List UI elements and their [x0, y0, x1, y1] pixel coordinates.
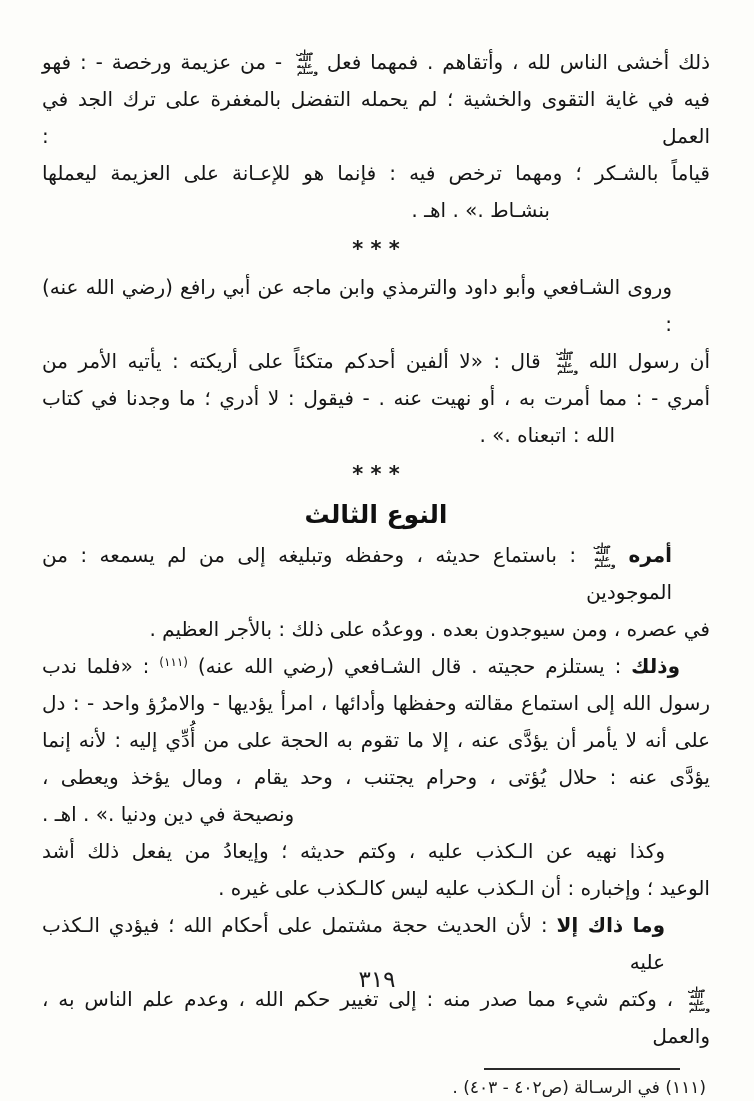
footnote-divider: [484, 1068, 680, 1070]
text-line: فيه في غاية التقوى والخشية ؛ لم يحمله التفضل بالمغفرة على ترك الجد في العمل :: [42, 87, 710, 148]
section-separator: * * *: [352, 462, 400, 486]
line-text: ، وكتم شيء مما صدر منه : إلى تغيير حكم الله ، وعدم علم الناس به ، والعمل: [42, 987, 710, 1048]
text-line: [42, 537, 710, 611]
paragraph-3: [42, 537, 710, 648]
bold-lead-phrase: وما ذاك إلا: [556, 913, 665, 937]
text-line: [42, 44, 710, 81]
line-text: قال : «لا ألفين أحدكم متكئاً على أريكته : يأتيه الأمر من: [42, 349, 552, 373]
text-block: [42, 44, 710, 1101]
text-line: الله : اتبعناه .» .: [479, 423, 615, 447]
text-line: [42, 343, 710, 380]
section-separator: * * *: [352, 237, 400, 261]
text-line: وكذا نهيه عن الـكذب عليه ، وكتم حديثه ؛ وإيعادُ من يفعل ذلك أشد: [42, 839, 665, 863]
salla-honorific-mark: صلى الله عليه وسلم: [593, 540, 616, 569]
text-line: وروى الشـافعي وأبو داود والترمذي وابن ماجه عن أبي رافع (رضي الله عنه) :: [42, 275, 672, 336]
line-text: : لأن الحديث حجة مشتمل على أحكام الله ؛ فيؤدي الـكذب عليه: [42, 913, 665, 974]
text-line: يؤدَّى عنه : حلال يُؤتى ، وحرام يجتنب ، وحد يقام ، ومال يؤخذ ويعطى ،: [42, 765, 710, 789]
text-line: بنشـاط .» . اهـ .: [411, 198, 550, 222]
paragraph-2: [42, 269, 710, 454]
line-text: - من عزيمة ورخصة - : فهو: [42, 50, 292, 74]
section-heading: النوع الثالث: [304, 500, 448, 529]
salla-honorific-mark: صلى الله عليه وسلم: [687, 984, 710, 1013]
line-text: أن رسول الله: [578, 349, 710, 373]
line-text: ذلك أخشى الناس لله ، وأتقاهم . فمهما فعل: [318, 50, 710, 74]
footnote-text: (١١١) في الرسـالة (ص٤٠٢ - ٤٠٣) .: [452, 1078, 706, 1098]
text-line: رسول الله إلى استماع مقالته وحفظها وأدائها ، امرأ يؤديها - والامرُؤ واحد - : دل: [42, 691, 710, 715]
paragraph-4: [42, 648, 710, 833]
salla-honorific-mark: صلى الله عليه وسلم: [295, 47, 319, 76]
text-line: أمري - : مما أمرت به ، أو نهيت عنه . - فيقول : لا أدري ؛ ما وجدنا في كتاب: [42, 386, 710, 410]
bold-lead-word: وذلك: [631, 654, 680, 678]
paragraph-5: [42, 833, 710, 907]
salla-honorific-mark: صلى الله عليه وسلم: [555, 346, 579, 375]
line-text: : «فلما ندب: [42, 654, 160, 678]
text-line: الوعيد ؛ وإخباره : أن الـكذب عليه ليس كالـكذب على غيره .: [218, 876, 710, 900]
footnote-reference: (١١١): [159, 655, 188, 669]
text-line: ونصيحة في دين ودنيا .» . اهـ .: [42, 802, 295, 826]
text-line: [42, 648, 710, 685]
bold-lead-word: أمره: [615, 543, 672, 567]
text-line: على أنه لا يأمر أن يؤدَّى عنه ، إلا ما تقوم به الحجة على من أُدِّي إليه : لأنه إنما: [42, 728, 710, 752]
line-text: : يستلزم حجيته . قال الشـافعي (رضي الله عنه): [187, 654, 632, 678]
page-number: ٣١٩: [358, 967, 396, 993]
line-text: : باستماع حديثه ، وحفظه وتبليغه إلى من لم يسمعه : من الموجودين: [42, 543, 672, 604]
paragraph-1: [42, 44, 710, 229]
text-line: في عصره ، ومن سيوجدون بعده . ووعدُه على ذلك : بالأجر العظيم .: [149, 617, 710, 641]
text-line: قياماً بالشـكر ؛ ومهما ترخص فيه : فإنما هو للإعـانة على العزيمة ليعملها: [42, 161, 710, 185]
